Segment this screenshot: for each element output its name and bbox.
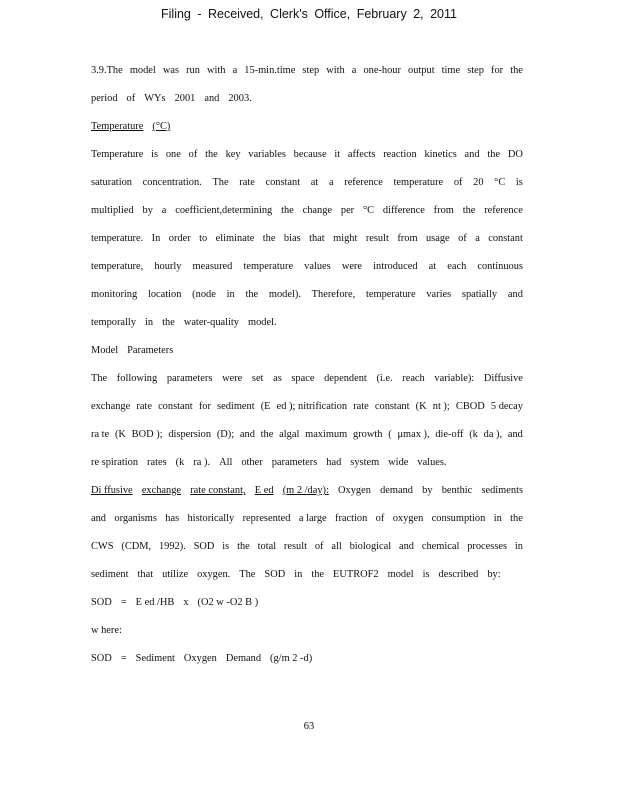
text-line: ra te (K BOD ); dispersion (D); and the algal maximum growth ( μmax ), die-off (k da ), and	[91, 429, 523, 440]
text-line: sediment that utilize oxygen. The SOD in the EUTROF2 model is described by:	[91, 569, 501, 580]
text-line: w here:	[91, 625, 122, 636]
section-heading-model-parameters: Model Parameters	[91, 345, 174, 356]
page-number: 63	[303, 721, 315, 732]
filing-header: Filing - Received, Clerk's Office, February 2, 2011	[161, 7, 457, 21]
definition-sod: SOD = Sediment Oxygen Demand (g/m 2 -d)	[91, 653, 313, 664]
text-line: Temperature is one of the key variables because it affects reaction kinetics and the DO	[91, 149, 523, 160]
section-heading-temperature: Temperature (°C)	[91, 121, 171, 132]
text-line: monitoring location (node in the model). Therefore, temperature varies spatially and	[91, 289, 523, 300]
text-line: temperature, hourly measured temperature values were introduced at each continuous	[91, 261, 523, 272]
text-line: multiplied by a coefficient,determining the change per °C difference from the reference	[91, 205, 523, 216]
text-line: and organisms has historically represented a large fraction of oxygen consumption in the	[91, 513, 523, 524]
document-body	[91, 57, 523, 673]
text-line: saturation concentration. The rate constant at a reference temperature of 20 °C is	[91, 177, 523, 188]
text-line: period of WYs 2001 and 2003.	[91, 93, 252, 104]
text-line: re spiration rates (k ra ). All other parameters had system wide values.	[91, 457, 447, 468]
text-line: The following parameters were set as space dependent (i.e. reach variable): Diffusive	[91, 373, 523, 384]
text-line: temperature. In order to eliminate the bias that might result from usage of a constant	[91, 233, 523, 244]
text-line: 3.9.The model was run with a 15-min.time step with a one-hour output time step for the	[91, 65, 523, 76]
text-line: CWS (CDM, 1992). SOD is the total result of all biological and chemical processes in	[91, 541, 523, 552]
text-line: temporally in the water-quality model.	[91, 317, 277, 328]
text-line-diffusive-heading: Di ffusive exchange rate constant, E ed (m 2 /day): Oxygen demand by benthic sediments	[91, 485, 523, 496]
text-line: exchange rate constant for sediment (E ed ); nitrification rate constant (K nt ); CBOD 5 decay	[91, 401, 523, 412]
equation-sod: SOD = E ed /HB x (O2 w -O2 B )	[91, 597, 259, 608]
